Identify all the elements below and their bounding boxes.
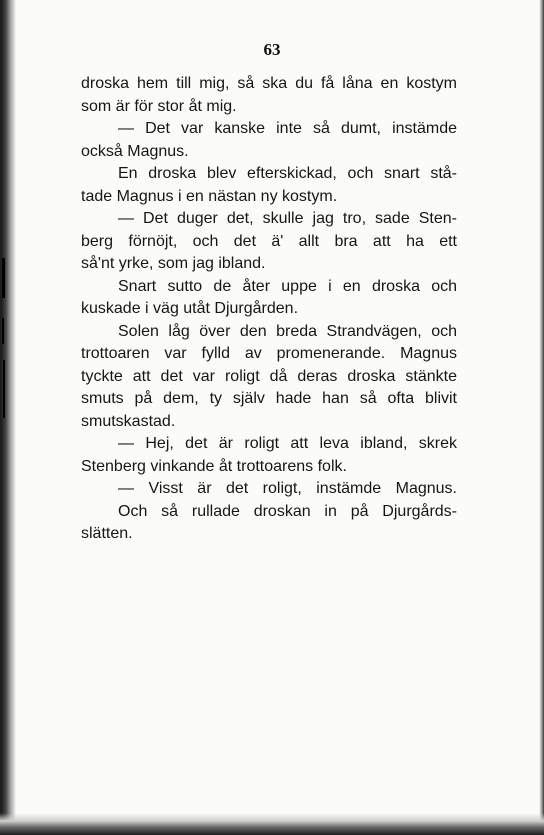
scan-mark (3, 360, 5, 418)
text-line: slätten. (81, 525, 133, 542)
text-line: — Visst är det roligt, instämde Magnus. (118, 480, 457, 497)
text-line: kuskade i väg utåt Djurgården. (81, 300, 299, 317)
text-line: droska hem till mig, så ska du få låna en kostym (81, 75, 457, 92)
text-line: En droska blev efterskickad, och snart stå- (118, 165, 457, 182)
text-line: Stenberg vinkande åt trottoarens folk. (81, 457, 347, 475)
text-line: smutskastad. (81, 412, 176, 430)
text-line: tyckte att det var roligt då deras droska stänkte (81, 367, 457, 385)
text-line: berg förnöjt, och det ä' allt bra att ha ett (81, 232, 457, 250)
scan-edge-bottom (0, 813, 544, 835)
text-line: Solen låg över den breda Strandvägen, och (118, 322, 457, 340)
text-line: — Hej, det är roligt att leva ibland, skrek (118, 435, 457, 452)
scan-edge-right (539, 0, 544, 835)
text-line: — Det duger det, skulle jag tro, sade Sten- (118, 210, 457, 227)
text-line: också Magnus. (81, 142, 189, 160)
text-line: — Det var kanske inte så dumt, instämde (118, 120, 457, 137)
text-line: Och så rullade droskan in på Djurgårds- (118, 502, 457, 520)
text-line: så'nt yrke, som jag ibland. (81, 255, 266, 272)
scan-mark (2, 318, 4, 344)
text-line: tade Magnus i en nästan ny kostym. (81, 187, 338, 205)
text-line: Snart sutto de åter uppe i en droska och (118, 277, 457, 295)
scan-mark (2, 258, 5, 298)
page-number: 63 (263, 40, 281, 59)
body-text (81, 73, 457, 546)
text-line: trottoaren var fylld av promenerande. Magnus (81, 345, 457, 362)
text-line: smuts på dem, ty själv hade han så ofta blivit (81, 390, 457, 407)
text-line: som är för stor åt mig. (81, 97, 237, 115)
